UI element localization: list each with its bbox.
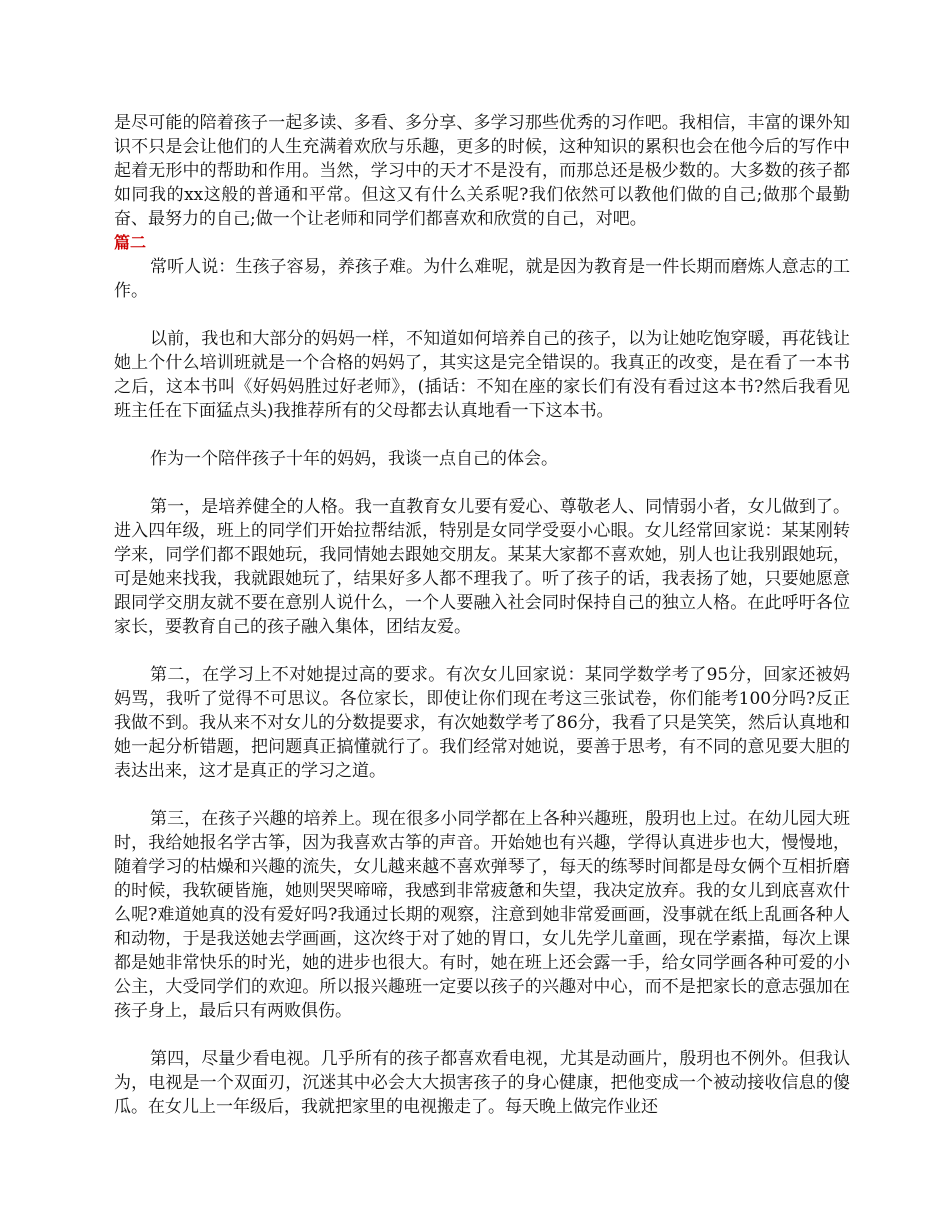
intro-paragraph: 是尽可能的陪着孩子一起多读、多看、多分享、多学习那些优秀的习作吧。我相信，丰富的课外知识不只是会让他们的人生充满着欢欣与乐趣，更多的时候，这种知识的累积也会在他今后的写作中起着无形中的帮助和作用。当然，学习中的天才不是没有，而那总还是极少数的。大多数的孩子都如同我的xx这般的普通和平常。但这又有什么关系呢?我们依然可以教他们做的自己;做那个最勤奋、最努力的自己;做一个让老师和同学们都喜欢和欣赏的自己，对吧。: [114, 113, 850, 229]
paragraph-7: 第四，尽量少看电视。几乎所有的孩子都喜欢看电视，尤其是动画片，殷玥也不例外。但我认为，电视是一个双面刃，沉迷其中必会大大损害孩子的身心健康，把他变成一个被动接收信息的傻瓜。在女儿上一年级后，我就把家里的电视搬走了。每天晚上做完作业还: [114, 1049, 850, 1117]
document-page: [114, 111, 850, 1119]
paragraph-3: 作为一个陪伴孩子十年的妈妈，我谈一点自己的体会。: [150, 449, 558, 469]
paragraph-4: 第一，是培养健全的人格。我一直教育女儿要有爱心、尊敬老人、同情弱小者，女儿做到了。进入四年级，班上的同学们开始拉帮结派，特别是女同学受耍小心眼。女儿经常回家说：某某刚转学来，同学们都不跟她玩，我同情她去跟她交朋友。某某大家都不喜欢她，别人也让我别跟她玩，可是她来找我，我就跟她玩了，结果好多人都不理我了。听了孩子的话，我表扬了她，只要她愿意跟同学交朋友就不要在意别人说什么，一个人要融入社会同时保持自己的独立人格。在此呼吁各位家长，要教育自己的孩子融入集体，团结友爱。: [114, 497, 850, 637]
section-heading: 篇二: [114, 233, 147, 252]
paragraph-2: 以前，我也和大部分的妈妈一样，不知道如何培养自己的孩子，以为让她吃饱穿暖，再花钱让她上个什么培训班就是一个合格的妈妈了，其实这是完全错误的。我真正的改变，是在看了一本书之后，这本书叫《好妈妈胜过好老师》，(插话：不知在座的家长们有没有看过这本书?然后我看见班主任在下面猛点头)我推荐所有的父母都去认真地看一下这本书。: [114, 329, 850, 421]
paragraph-6: 第三，在孩子兴趣的培养上。现在很多小同学都在上各种兴趣班，殷玥也上过。在幼儿园大班时，我给她报名学古筝，因为我喜欢古筝的声音。开始她也有兴趣，学得认真进步也大，慢慢地，随着学习的枯燥和兴趣的流失，女儿越来越不喜欢弹琴了，每天的练琴时间都是母女俩个互相折磨的时候，我软硬皆施，她则哭哭啼啼，我感到非常疲惫和失望，我决定放弃。我的女儿到底喜欢什么呢?难道她真的没有爱好吗?我通过长期的观察，注意到她非常爱画画，没事就在纸上乱画各种人和动物，于是我送她去学画画，这次终于对了她的胃口，女儿先学儿童画，现在学素描，每次上课都是她非常快乐的时光，她的进步也很大。有时，她在班上还会露一手，给女同学画各种可爱的小公主，大受同学们的欢迎。所以报兴趣班一定要以孩子的兴趣对中心，而不是把家长的意志强加在孩子身上，最后只有两败俱伤。: [114, 809, 850, 1021]
paragraph-1: 常听人说：生孩子容易，养孩子难。为什么难呢，就是因为教育是一件长期而磨炼人意志的工作。: [114, 257, 850, 301]
paragraph-5: 第二，在学习上不对她提过高的要求。有次女儿回家说：某同学数学考了95分，回家还被妈妈骂，我听了觉得不可思议。各位家长，即使让你们现在考这三张试卷，你们能考100分吗?反正我做不到。我从来不对女儿的分数提要求，有次她数学考了86分，我看了只是笑笑，然后认真地和她一起分析错题，把问题真正搞懂就行了。我们经常对她说，要善于思考，有不同的意见要大胆的表达出来，这才是真正的学习之道。: [114, 665, 850, 781]
